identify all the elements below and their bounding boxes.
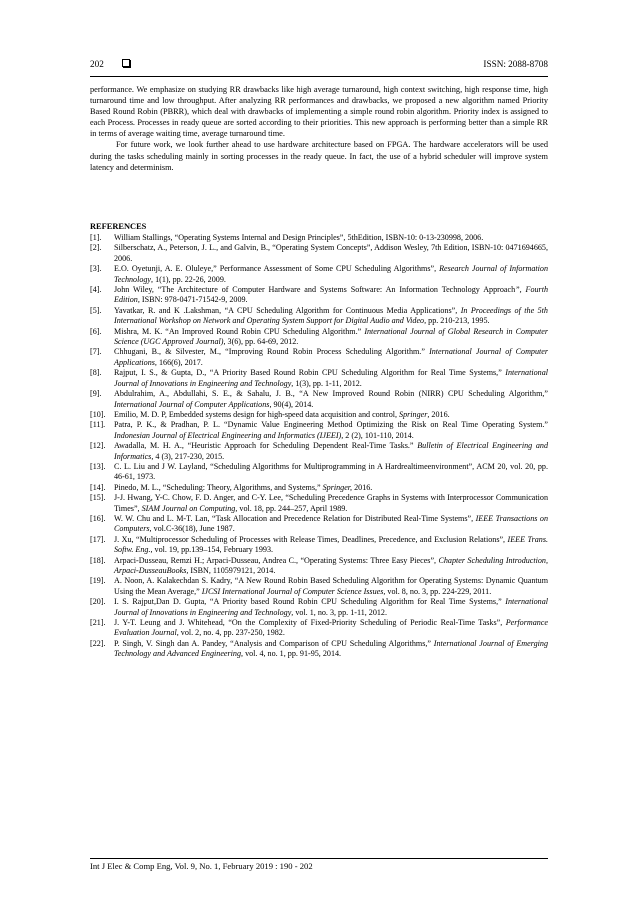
reference-text	[114, 368, 548, 389]
reference-text-main: John Wiley, “The Architecture of Computer Hardware and Systems Software: An Information Technology Approach	[114, 285, 516, 295]
reference-text-tail: , 166(6), 2017.	[154, 357, 203, 367]
reference-text	[114, 618, 548, 639]
reference-text-tail: , vol. 1, no. 3, pp. 1-11, 2012.	[291, 607, 387, 617]
reference-text	[114, 347, 548, 368]
reference-text-main: J-J. Hwang, Y-C. Chow, F. D. Anger, and C-Y. Lee, “Scheduling Precedence Graphs in Systems with Interprocessor Communication Times”,	[114, 493, 548, 513]
reference-venue: Research Journal of Information Technology	[114, 264, 548, 284]
reference-item	[90, 576, 548, 597]
reference-text-main: William Stallings, “Operating Systems Internal and Design Principles”, 5thEdition, ISBN-10: 0-13-230998, 2006.	[114, 233, 484, 242]
reference-text	[114, 389, 548, 410]
reference-number: [5].	[90, 305, 102, 315]
paragraph-2: For future work, we look further ahead to use hardware architecture based on FPGA. The hardware accelerators will be used during the tasks scheduling mainly in sorting processes in the ready queue. In fact, the use of a hybrid scheduler will improve system latency and determinism.	[90, 140, 548, 172]
reference-number: [18].	[90, 555, 106, 565]
reference-text-main: J. Y-T. Leung and J. Whitehead, “On the Complexity of Fixed-Priority Scheduling of Periodic Real-Time Tasks”,	[114, 618, 506, 628]
reference-text	[114, 441, 548, 462]
reference-text-main: Chhugani, B., & Silvester, M., “Improving Round Robin Process Scheduling Algorithm.”	[114, 347, 430, 357]
reference-venue: International Journal of Global Research in Computer Science (UGC Approved Journal)	[114, 326, 549, 347]
reference-number: [19].	[90, 576, 106, 586]
reference-text-main: C. L. Liu and J W. Layland, “Scheduling Algorithms for Multiprogramming in A Hardrealtimeenvironment”, ACM 20, vol. 20, pp. 46-61, 1973.	[114, 461, 548, 482]
reference-text-tail: , 1(3), pp. 1-11, 2012.	[291, 378, 362, 388]
reference-item	[90, 462, 548, 483]
reference-number: [8].	[90, 368, 102, 378]
reference-item	[90, 233, 548, 243]
reference-number: [4].	[90, 285, 102, 295]
reference-text	[114, 514, 548, 535]
reference-number: [21].	[90, 618, 106, 628]
reference-venue: Springer	[399, 409, 428, 419]
reference-venue: International Journal of Innovations in Engineering and Technology	[114, 368, 548, 388]
reference-text-main: Awadalla, M. H. A., “Heuristic Approach for Scheduling Dependent Real-Time Tasks.”	[114, 441, 418, 451]
references-heading: REFERENCES	[90, 222, 147, 231]
reference-number: [12].	[90, 441, 106, 451]
reference-text-main: E.O. Oyetunji, A. E. Oluleye,” Performance Assessment of Some CPU Scheduling Algorithms”,	[114, 264, 440, 274]
reference-venue: International Journal of Innovations in Engineering and Technology	[114, 597, 548, 617]
reference-number: [3].	[90, 264, 102, 274]
reference-item	[90, 639, 548, 660]
reference-number: [13].	[90, 461, 106, 471]
reference-text	[114, 576, 548, 597]
reference-text-main: Emilio, M. D. P, Embedded systems design for high-speed data acquisition and control,	[114, 409, 400, 419]
reference-item	[90, 347, 548, 368]
reference-venue: Indonesian Journal of Electrical Engineering and Informatics (IJEEI),	[114, 430, 344, 440]
reference-text	[114, 285, 548, 306]
reference-item	[90, 327, 548, 348]
reference-text	[114, 556, 548, 577]
reference-text-tail: , vol. 8, no. 3, pp. 224-229, 2011.	[383, 586, 492, 596]
reference-number: [2].	[90, 243, 102, 253]
reference-number: [17].	[90, 534, 106, 544]
reference-number: [20].	[90, 597, 106, 607]
reference-text	[114, 264, 548, 285]
reference-text-tail: , vol. 2, no. 4, pp. 237-250, 1982.	[176, 628, 285, 638]
reference-number: [15].	[90, 493, 106, 503]
reference-text-tail: , vol.C-36(18), June 1987.	[149, 524, 235, 534]
reference-item	[90, 368, 548, 389]
reference-number: [1].	[90, 233, 102, 242]
reference-text-main: Arpaci-Dusseau, Remzi H.; Arpaci-Dusseau, Andrea C., “Operating Systems: Three Easy Pieces”,	[114, 555, 439, 565]
reference-text	[114, 327, 548, 348]
reference-text	[114, 233, 548, 243]
reference-text-tail: 2 (2), 101-110, 2014.	[343, 430, 414, 440]
reference-venue: International Journal of Computer Applications	[114, 399, 270, 409]
reference-item	[90, 483, 548, 493]
reference-text-main: Patra, P. K., & Pradhan, P. L. “Dynamic Value Engineering Method Optimizing the Risk on Real Time Operating System.”	[114, 420, 548, 430]
reference-venue: International Journal of Computer Applications	[114, 347, 548, 367]
reference-text-main: J. Xu, “Multiprocessor Scheduling of Processes with Release Times, Deadlines, Precedence, and Exclusion Relations”,	[114, 534, 508, 544]
reference-venue: IJCSI International Journal of Computer Science Issues	[201, 586, 384, 596]
reference-venue: In Proceedings of the 5th International Workshop on Network and Operating System Support for Digital Audio and Video,	[114, 305, 548, 326]
checkbox-square-icon	[122, 59, 130, 67]
reference-text	[114, 462, 548, 483]
reference-text-tail: , 1(1), pp. 22-26, 2009.	[151, 274, 226, 284]
reference-text	[114, 306, 548, 327]
reference-number: [6].	[90, 326, 102, 336]
paragraph-1: performance. We emphasize on studying RR drawbacks like high average turnaround, high context switching, high response time, high turnaround time and low throughput. After analyzing RR performances and drawbacks, we proposed a new algorithm named Priority Based Round Robin (PBRR), which deal with drawbacks of implementing a simple round robin algorithm. Priority index is assigned to each Process. Processes in ready queue are sorted according to their priorities. This new approach is performing better than a simple RR in terms of average waiting time, average turnaround time.	[90, 85, 548, 139]
reference-number: [14].	[90, 482, 106, 492]
reference-item	[90, 420, 548, 441]
reference-text-main: W. W. Chu and L. M-T. Lan, “Task Allocation and Precedence Relation for Distributed Real-Time Systems”,	[114, 513, 476, 523]
reference-text	[114, 243, 548, 264]
page-number: 202	[90, 59, 104, 69]
conclusion-text	[90, 84, 548, 173]
reference-text	[114, 535, 548, 556]
reference-number: [11].	[90, 420, 106, 430]
reference-item	[90, 441, 548, 462]
issn-label: ISSN: 2088-8708	[483, 59, 548, 69]
reference-text-tail: , 2016.	[427, 409, 450, 419]
reference-item	[90, 493, 548, 514]
reference-text	[114, 639, 548, 660]
reference-text-tail: , 4 (3), 217-230, 2015.	[151, 451, 225, 461]
reference-venue: SIAM Journal on Computing	[141, 503, 236, 513]
reference-item	[90, 556, 548, 577]
reference-item	[90, 243, 548, 264]
reference-text	[114, 597, 548, 618]
reference-text	[114, 483, 548, 493]
reference-item	[90, 389, 548, 410]
reference-text-main: Silberschatz, A., Peterson, J. L., and Galvin, B., “Operating System Concepts”, Addison Wesley, 7th Edition, ISBN-10: 0471694665, 2006.	[114, 243, 548, 263]
reference-item	[90, 410, 548, 420]
reference-venue: ”, Fourth Edition	[114, 285, 548, 305]
reference-text-tail: , vol. 4, no. 1, pp. 91-95, 2014.	[241, 649, 342, 659]
reference-venue: Springer,	[322, 482, 353, 492]
reference-text-tail: , 90(4), 2014.	[269, 399, 314, 409]
reference-number: [16].	[90, 513, 106, 523]
reference-text-tail: 2016.	[352, 482, 373, 492]
reference-item	[90, 264, 548, 285]
reference-number: [7].	[90, 347, 102, 357]
reference-item	[90, 306, 548, 327]
reference-text-tail: , vol. 18, pp. 244–257, April 1989.	[235, 503, 348, 513]
reference-venue: Performance Evaluation Journal	[114, 618, 548, 638]
reference-text-main: Mishra, M. K. “An Improved Round Robin CPU Scheduling Algorithm.”	[114, 326, 365, 336]
reference-venue: IEEE Trans. Softw. Eng.	[114, 534, 548, 555]
reference-text	[114, 420, 548, 441]
reference-text-tail: , vol. 19, pp.139–154, February 1993.	[150, 545, 274, 555]
header-rule	[90, 76, 548, 77]
reference-venue: International Journal of Emerging Technology and Advanced Engineering	[114, 638, 548, 659]
reference-item	[90, 514, 548, 535]
reference-text-main: P. Singh, V. Singh dan A. Pandey, “Analysis and Comparison of CPU Scheduling Algorithms,”	[114, 638, 434, 648]
reference-number: [10].	[90, 409, 106, 419]
reference-number: [22].	[90, 638, 106, 648]
reference-text-tail: , 3(6), pp. 64-69, 2012.	[223, 337, 299, 347]
reference-text-main: Pinedo, M. L., “Scheduling: Theory, Algorithms, and Systems,”	[114, 482, 323, 492]
reference-text-main: Yavatkar, R. and K .Lakshman, “A CPU Scheduling Algorithm for Continuous Media Applications”,	[114, 305, 461, 315]
reference-text-main: A. Noon, A. Kalakechdan S. Kadry, “A New Round Robin Based Scheduling Algorithm for Operating Systems: Dynamic Quantum Using the Mean Average,”	[114, 576, 548, 596]
reference-text	[114, 493, 548, 514]
reference-text-tail: pp. 210-213, 1995.	[426, 316, 490, 326]
references-list	[90, 233, 548, 660]
reference-item	[90, 618, 548, 639]
reference-text-main: I. S. Rajput,Dan D. Gupta, “A Priority based Round Robin CPU Scheduling Algorithm for Real Time Systems,”	[114, 597, 506, 607]
reference-number: [9].	[90, 389, 102, 399]
reference-text	[114, 410, 548, 420]
reference-item	[90, 285, 548, 306]
reference-item	[90, 535, 548, 556]
reference-text-main: Abdulrahim, A., Abdullahi, S. E., & Sahalu, J. B., “A New Improved Round Robin (NIRR) CPU Scheduling Algorithm,”	[114, 389, 548, 399]
reference-venue: Chapter Scheduling Introduction, Arpaci-DusseauBooks,	[114, 555, 549, 575]
page-footer: Int J Elec & Comp Eng, Vol. 9, No. 1, February 2019 : 190 - 202	[90, 861, 313, 871]
reference-item	[90, 597, 548, 618]
footer-rule	[90, 858, 548, 859]
reference-text-main: Rajput, I. S., & Gupta, D., “A Priority Based Round Robin CPU Scheduling Algorithm for Real Time Systems,”	[114, 368, 506, 378]
reference-text-tail: , ISBN: 978-0471-71542-9, 2009.	[137, 295, 248, 305]
reference-venue: Bulletin of Electrical Engineering and Informatics	[114, 441, 548, 461]
reference-text-tail: ISBN, 1105979121, 2014.	[188, 566, 276, 575]
reference-venue: IEEE Transactions on Computers	[114, 513, 549, 534]
